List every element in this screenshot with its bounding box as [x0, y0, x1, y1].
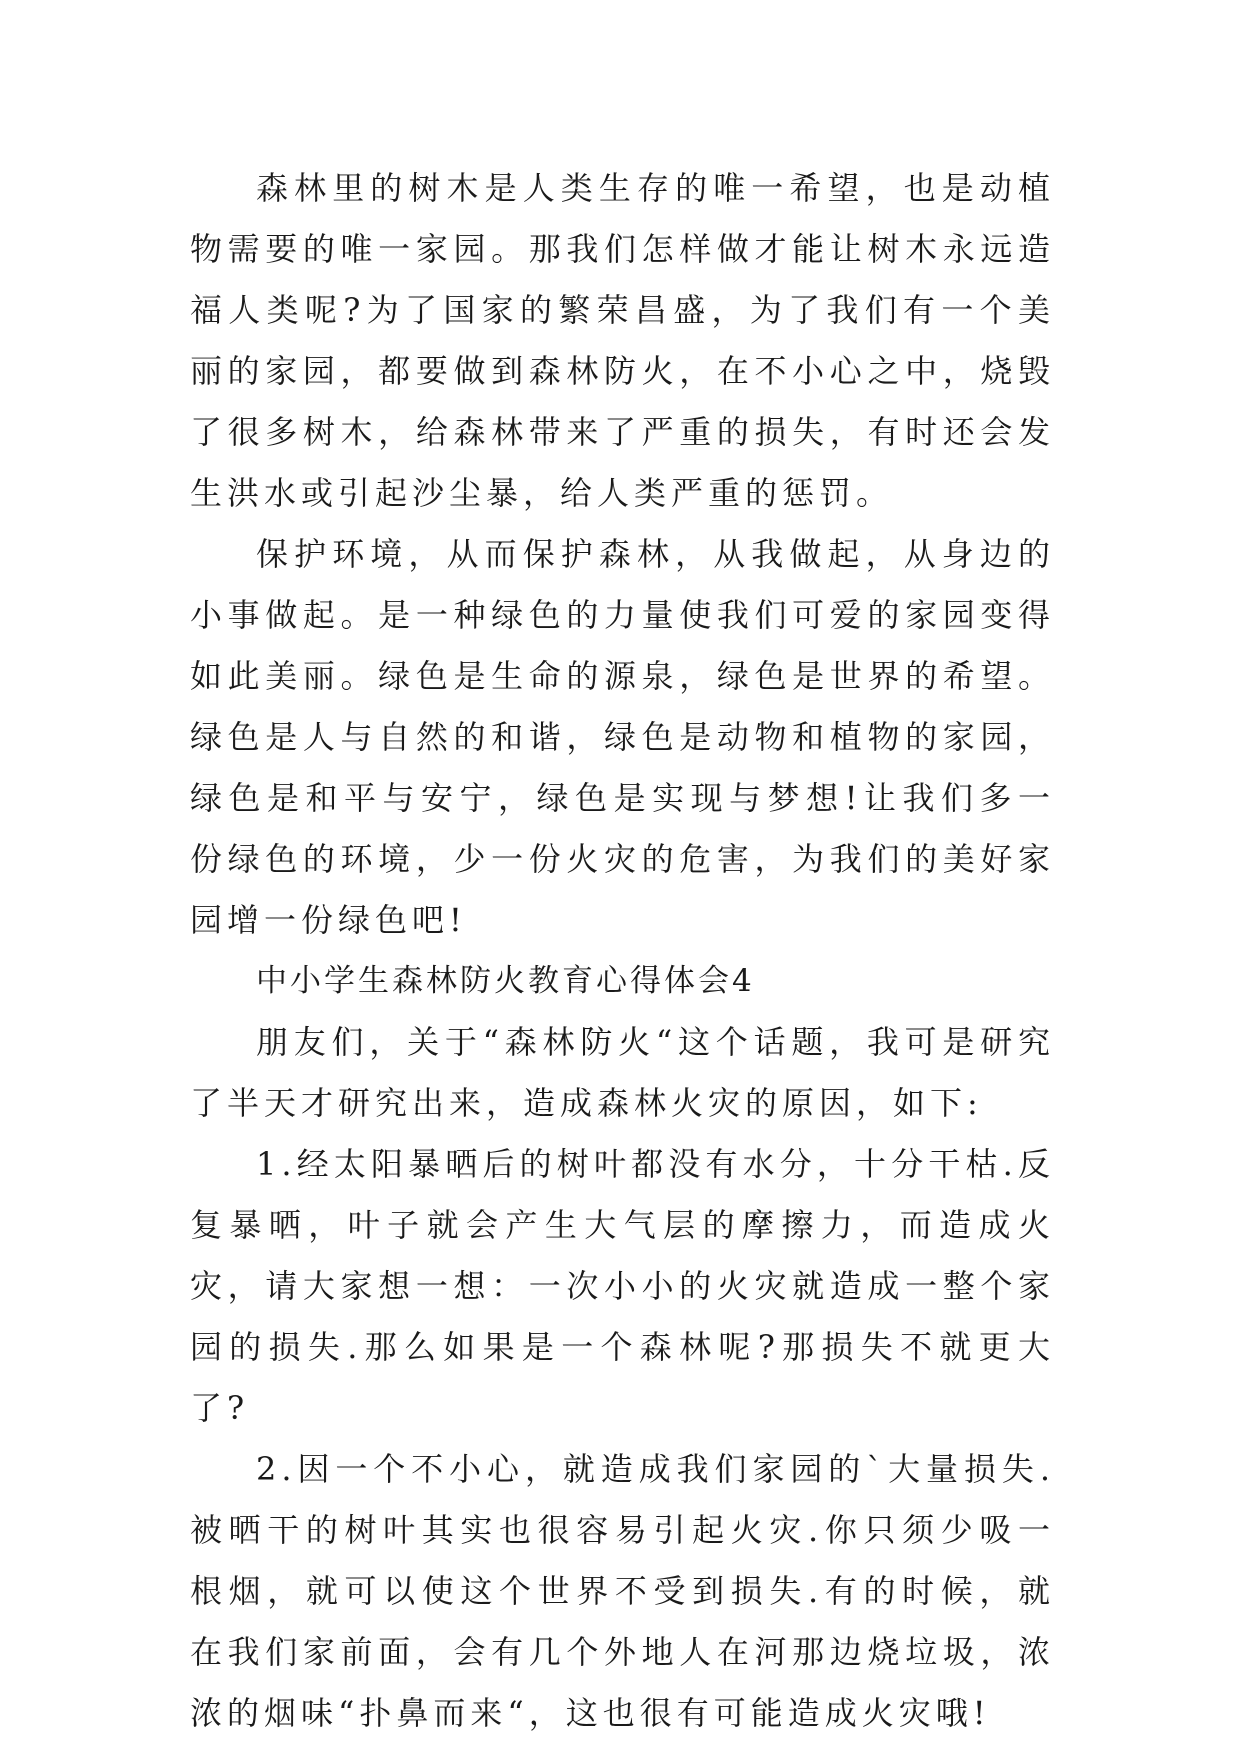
- paragraph-cause-2: 2.因一个不小心，就造成我们家园的`大量损失.被晒干的树叶其实也很容易引起火灾.你只须少吸一根烟，就可以使这个世界不受到损失.有的时候，就在我们家前面，会有几个外地人在河那边烧垃圾，浓浓的烟味“扑鼻而来“，这也很有可能造成火灾哦!: [190, 1450, 1055, 1732]
- document-body: [190, 158, 1055, 1744]
- section-heading: 中小学生森林防火教育心得体会4: [256, 963, 755, 999]
- paragraph-friends-intro: 朋友们，关于“森林防火“这个话题，我可是研究了半天才研究出来，造成森林火灾的原因，如下:: [190, 1023, 1055, 1122]
- paragraph-cause-1: 1.经太阳暴晒后的树叶都没有水分，十分干枯.反复暴晒，叶子就会产生大气层的摩擦力，而造成火灾，请大家想一想：一次小小的火灾就造成一整个家园的损失.那么如果是一个森林呢?那损失不就更大了?: [190, 1145, 1055, 1427]
- paragraph-forest-hope: 森林里的树木是人类生存的唯一希望，也是动植物需要的唯一家园。那我们怎样做才能让树木永远造福人类呢?为了国家的繁荣昌盛，为了我们有一个美丽的家园，都要做到森林防火，在不小心之中，烧毁了很多树木，给森林带来了严重的损失，有时还会发生洪水或引起沙尘暴，给人类严重的惩罚。: [190, 169, 1055, 512]
- paragraph-protect-environment: 保护环境，从而保护森林，从我做起，从身边的小事做起。是一种绿色的力量使我们可爱的家园变得如此美丽。绿色是生命的源泉，绿色是世界的希望。绿色是人与自然的和谐，绿色是动物和植物的家园，绿色是和平与安宁，绿色是实现与梦想!让我们多一份绿色的环境，少一份火灾的危害，为我们的美好家园增一份绿色吧!: [190, 535, 1055, 939]
